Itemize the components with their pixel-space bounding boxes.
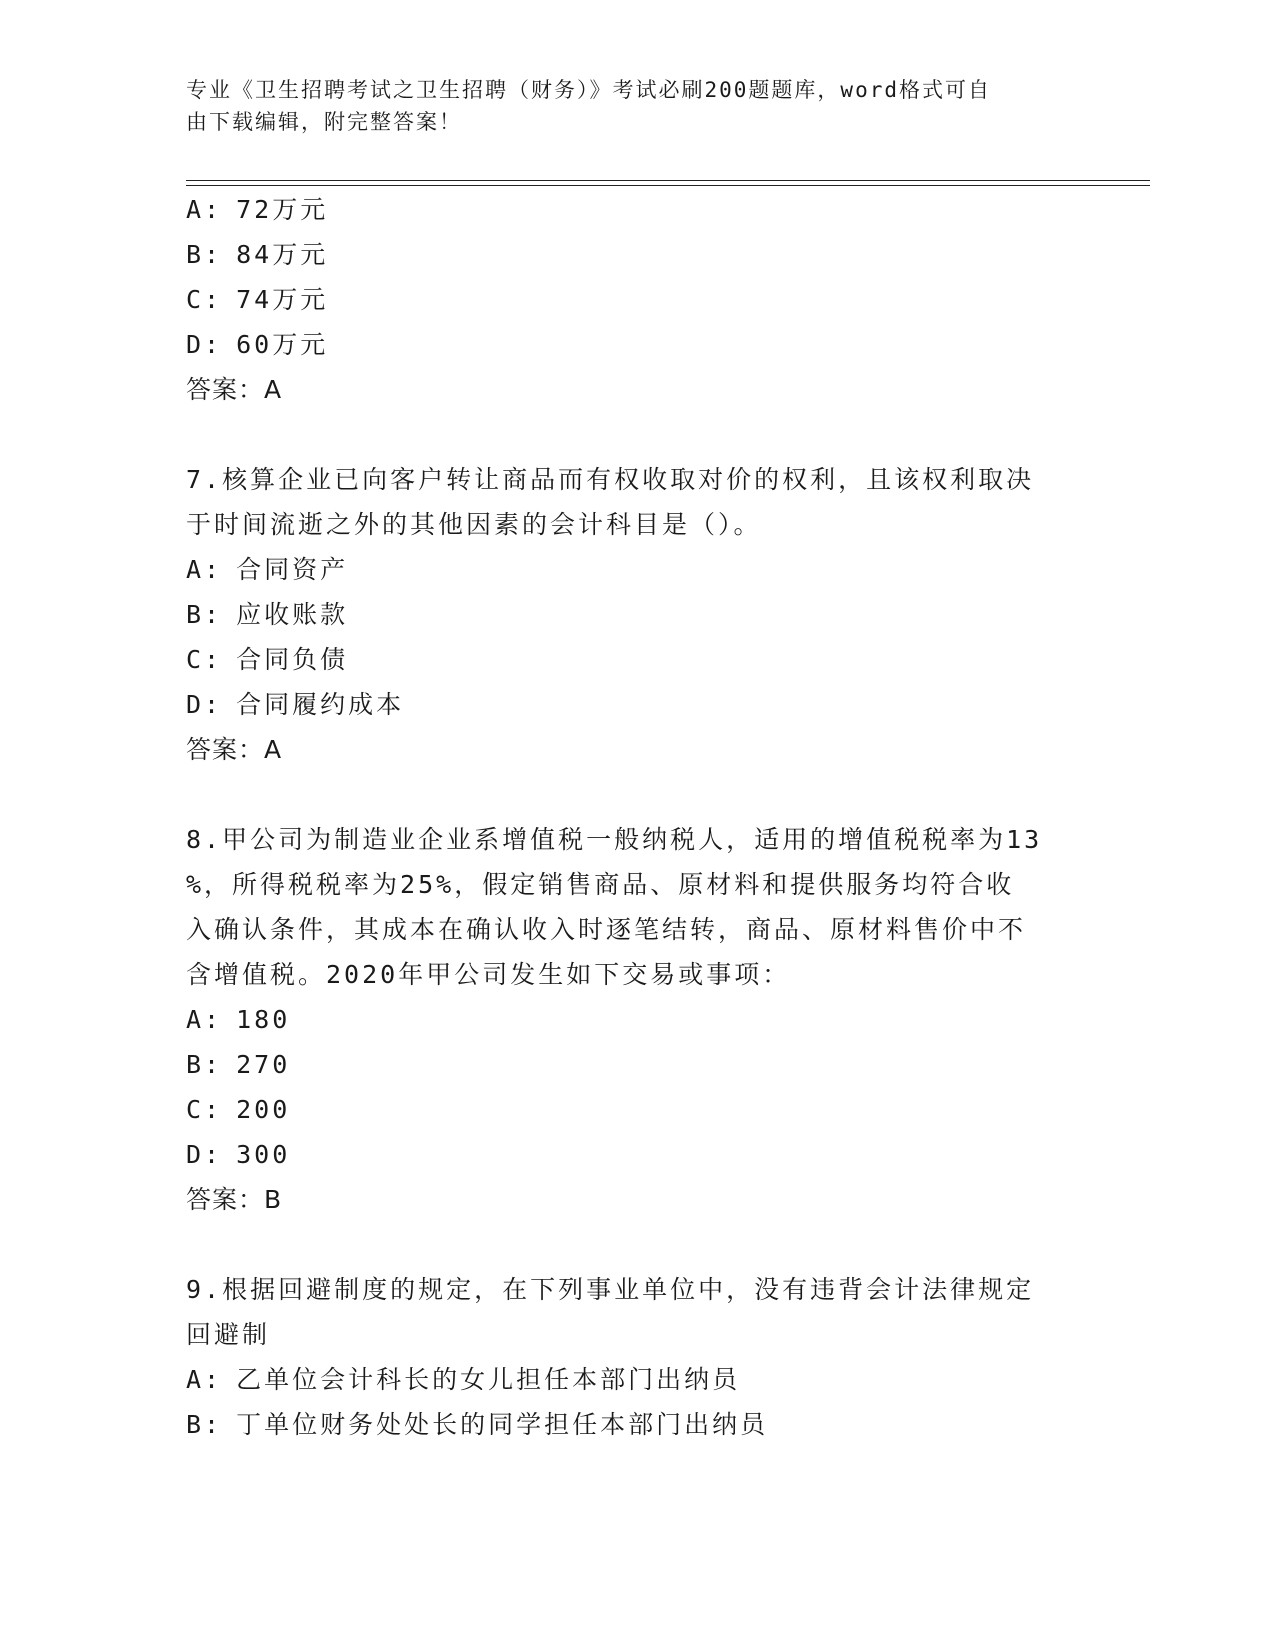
option-label: C: bbox=[186, 1095, 223, 1124]
q8-option-a bbox=[186, 1005, 290, 1035]
option-text: 乙单位会计科长的女儿担任本部门出纳员 bbox=[236, 1365, 741, 1394]
q8-answer: 答案：B bbox=[186, 1185, 283, 1214]
option-label: C: bbox=[186, 285, 223, 314]
option-text: 72万元 bbox=[236, 195, 329, 224]
header-line-2: 由下载编辑，附完整答案！ bbox=[186, 110, 462, 134]
option-label: A: bbox=[186, 195, 223, 224]
q8-option-d bbox=[186, 1140, 290, 1170]
option-label: A: bbox=[186, 1005, 223, 1034]
q6-option-a bbox=[186, 195, 328, 225]
q9-option-b bbox=[186, 1410, 768, 1440]
header-divider-top bbox=[186, 180, 1150, 181]
option-label: A: bbox=[186, 1365, 223, 1394]
option-text: 合同负债 bbox=[236, 645, 349, 674]
q6-option-c bbox=[186, 285, 328, 315]
q7-answer: 答案：A bbox=[186, 735, 283, 764]
q8-stem-line-4: 含增值税。2020年甲公司发生如下交易或事项： bbox=[186, 960, 791, 989]
q9-stem-line-2: 回避制 bbox=[186, 1320, 271, 1349]
header-divider-bottom bbox=[186, 185, 1150, 186]
q6-answer: 答案：A bbox=[186, 375, 283, 404]
q6-option-d bbox=[186, 330, 328, 360]
q9-option-a bbox=[186, 1365, 740, 1395]
option-text: 60万元 bbox=[236, 330, 329, 359]
q9-stem-line-1: 9.根据回避制度的规定，在下列事业单位中，没有违背会计法律规定 bbox=[186, 1275, 1035, 1304]
option-label: B: bbox=[186, 1410, 223, 1439]
q7-option-d bbox=[186, 690, 404, 720]
option-label: D: bbox=[186, 1140, 223, 1169]
option-label: C: bbox=[186, 645, 223, 674]
option-text: 180 bbox=[236, 1005, 291, 1034]
option-label: B: bbox=[186, 600, 223, 629]
q7-option-b bbox=[186, 600, 348, 630]
option-text: 合同履约成本 bbox=[236, 690, 405, 719]
option-label: D: bbox=[186, 330, 223, 359]
q8-option-b bbox=[186, 1050, 290, 1080]
option-text: 合同资产 bbox=[236, 555, 349, 584]
option-label: A: bbox=[186, 555, 223, 584]
q8-option-c bbox=[186, 1095, 290, 1125]
option-text: 84万元 bbox=[236, 240, 329, 269]
q7-stem-line-2: 于时间流逝之外的其他因素的会计科目是（）。 bbox=[186, 510, 762, 539]
q8-stem-line-1: 8.甲公司为制造业企业系增值税一般纳税人，适用的增值税税率为13 bbox=[186, 825, 1043, 854]
document-header bbox=[186, 74, 1066, 138]
option-text: 应收账款 bbox=[236, 600, 349, 629]
option-text: 丁单位财务处处长的同学担任本部门出纳员 bbox=[236, 1410, 769, 1439]
q8-stem-line-3: 入确认条件，其成本在确认收入时逐笔结转，商品、原材料售价中不 bbox=[186, 915, 1027, 944]
q6-option-b bbox=[186, 240, 328, 270]
option-label: B: bbox=[186, 240, 223, 269]
option-text: 74万元 bbox=[236, 285, 329, 314]
q7-option-a bbox=[186, 555, 348, 585]
option-text: 270 bbox=[236, 1050, 291, 1079]
option-label: D: bbox=[186, 690, 223, 719]
q8-stem-line-2: %，所得税税率为25%，假定销售商品、原材料和提供服务均符合收 bbox=[186, 870, 1015, 899]
header-line-1: 专业《卫生招聘考试之卫生招聘（财务）》考试必刷200题题库，word格式可自 bbox=[186, 78, 991, 102]
q7-stem-line-1: 7.核算企业已向客户转让商品而有权收取对价的权利，且该权利取决 bbox=[186, 465, 1035, 494]
option-text: 200 bbox=[236, 1095, 291, 1124]
q7-option-c bbox=[186, 645, 348, 675]
option-label: B: bbox=[186, 1050, 223, 1079]
option-text: 300 bbox=[236, 1140, 291, 1169]
